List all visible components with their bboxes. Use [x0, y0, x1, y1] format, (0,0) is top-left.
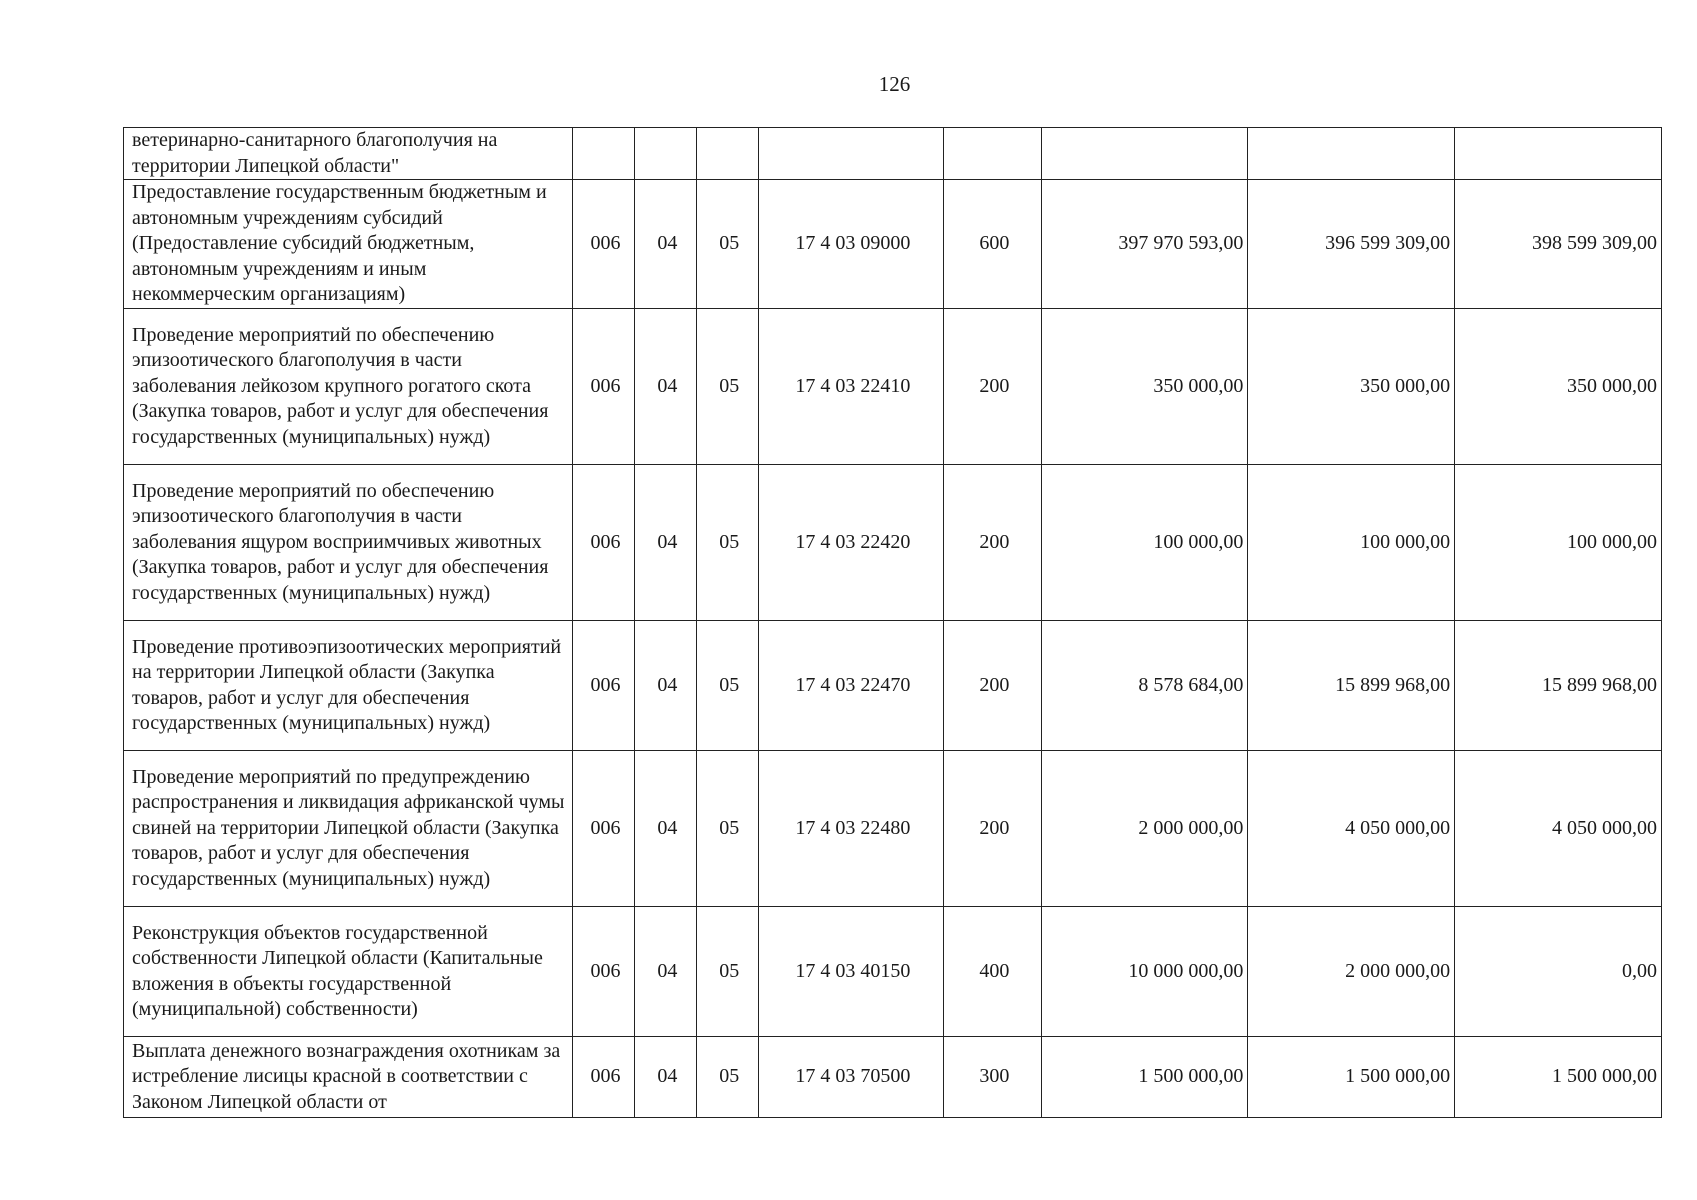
cell-expense-type: 200: [944, 751, 1041, 907]
table-row: [124, 128, 1662, 180]
cell-subsection: 05: [696, 1037, 758, 1118]
cell-amount-2: 350 000,00: [1248, 309, 1455, 465]
cell-section: [634, 128, 696, 180]
cell-amount-1: 100 000,00: [1041, 465, 1248, 621]
cell-amount-3: 1 500 000,00: [1455, 1037, 1662, 1118]
cell-section: 04: [634, 1037, 696, 1118]
cell-amount-3: 350 000,00: [1455, 309, 1662, 465]
cell-subsection: [696, 128, 758, 180]
cell-ministry-code: 006: [573, 180, 635, 309]
cell-amount-2: [1248, 128, 1455, 180]
table-row: [124, 465, 1662, 621]
cell-target-article: 17 4 03 22410: [758, 309, 944, 465]
cell-expense-type: 600: [944, 180, 1041, 309]
cell-description: Проведение мероприятий по предупреждению распространения и ликвидация африканской чумы свиней на территории Липецкой области (Закупка товаров, работ и услуг для обеспечения государственных (муниципальных) нужд): [124, 751, 573, 907]
cell-description: ветеринарно-санитарного благополучия на территории Липецкой области": [124, 128, 573, 180]
cell-amount-2: 2 000 000,00: [1248, 907, 1455, 1037]
cell-description: Предоставление государственным бюджетным и автономным учреждениям субсидий (Предоставление субсидий бюджетным, автономным учреждениям и иным некоммерческим организациям): [124, 180, 573, 309]
cell-target-article: 17 4 03 22470: [758, 621, 944, 751]
cell-amount-3: 15 899 968,00: [1455, 621, 1662, 751]
cell-amount-2: 4 050 000,00: [1248, 751, 1455, 907]
cell-section: 04: [634, 751, 696, 907]
cell-amount-2: 396 599 309,00: [1248, 180, 1455, 309]
table-row: [124, 309, 1662, 465]
cell-subsection: 05: [696, 621, 758, 751]
cell-subsection: 05: [696, 465, 758, 621]
table-row: [124, 907, 1662, 1037]
cell-ministry-code: 006: [573, 465, 635, 621]
cell-section: 04: [634, 621, 696, 751]
cell-target-article: 17 4 03 09000: [758, 180, 944, 309]
cell-subsection: 05: [696, 180, 758, 309]
cell-expense-type: [944, 128, 1041, 180]
cell-amount-3: 398 599 309,00: [1455, 180, 1662, 309]
cell-description: Выплата денежного вознаграждения охотникам за истребление лисицы красной в соответствии с Законом Липецкой области от: [124, 1037, 573, 1118]
cell-subsection: 05: [696, 309, 758, 465]
cell-target-article: 17 4 03 40150: [758, 907, 944, 1037]
table-row: [124, 621, 1662, 751]
budget-table: [123, 127, 1662, 1118]
cell-amount-3: 100 000,00: [1455, 465, 1662, 621]
cell-amount-2: 1 500 000,00: [1248, 1037, 1455, 1118]
cell-subsection: 05: [696, 907, 758, 1037]
table-row: [124, 180, 1662, 309]
cell-amount-3: 4 050 000,00: [1455, 751, 1662, 907]
cell-description: Проведение мероприятий по обеспечению эпизоотического благополучия в части заболевания ящуром восприимчивых животных (Закупка товаров, работ и услуг для обеспечения государственных (муниципальных) нужд): [124, 465, 573, 621]
table-row: [124, 751, 1662, 907]
cell-amount-3: 0,00: [1455, 907, 1662, 1037]
table-row: [124, 1037, 1662, 1118]
cell-section: 04: [634, 309, 696, 465]
cell-amount-2: 100 000,00: [1248, 465, 1455, 621]
cell-amount-1: 350 000,00: [1041, 309, 1248, 465]
cell-description: Проведение противоэпизоотических мероприятий на территории Липецкой области (Закупка товаров, работ и услуг для обеспечения государственных (муниципальных) нужд): [124, 621, 573, 751]
cell-expense-type: 400: [944, 907, 1041, 1037]
cell-amount-1: [1041, 128, 1248, 180]
cell-target-article: 17 4 03 70500: [758, 1037, 944, 1118]
cell-ministry-code: [573, 128, 635, 180]
cell-amount-1: 8 578 684,00: [1041, 621, 1248, 751]
cell-expense-type: 200: [944, 621, 1041, 751]
cell-expense-type: 200: [944, 465, 1041, 621]
cell-target-article: [758, 128, 944, 180]
cell-target-article: 17 4 03 22480: [758, 751, 944, 907]
cell-expense-type: 300: [944, 1037, 1041, 1118]
cell-description: Проведение мероприятий по обеспечению эпизоотического благополучия в части заболевания лейкозом крупного рогатого скота (Закупка товаров, работ и услуг для обеспечения государственных (муниципальных) нужд): [124, 309, 573, 465]
cell-section: 04: [634, 180, 696, 309]
cell-amount-2: 15 899 968,00: [1248, 621, 1455, 751]
cell-ministry-code: 006: [573, 907, 635, 1037]
cell-section: 04: [634, 465, 696, 621]
cell-amount-1: 10 000 000,00: [1041, 907, 1248, 1037]
cell-amount-3: [1455, 128, 1662, 180]
cell-ministry-code: 006: [573, 621, 635, 751]
cell-ministry-code: 006: [573, 751, 635, 907]
cell-description: Реконструкция объектов государственной собственности Липецкой области (Капитальные вложения в объекты государственной (муниципальной) собственности): [124, 907, 573, 1037]
cell-target-article: 17 4 03 22420: [758, 465, 944, 621]
cell-ministry-code: 006: [573, 1037, 635, 1118]
cell-section: 04: [634, 907, 696, 1037]
cell-subsection: 05: [696, 751, 758, 907]
cell-amount-1: 397 970 593,00: [1041, 180, 1248, 309]
cell-ministry-code: 006: [573, 309, 635, 465]
page-number: 126: [878, 72, 911, 96]
cell-amount-1: 1 500 000,00: [1041, 1037, 1248, 1118]
cell-expense-type: 200: [944, 309, 1041, 465]
cell-amount-1: 2 000 000,00: [1041, 751, 1248, 907]
